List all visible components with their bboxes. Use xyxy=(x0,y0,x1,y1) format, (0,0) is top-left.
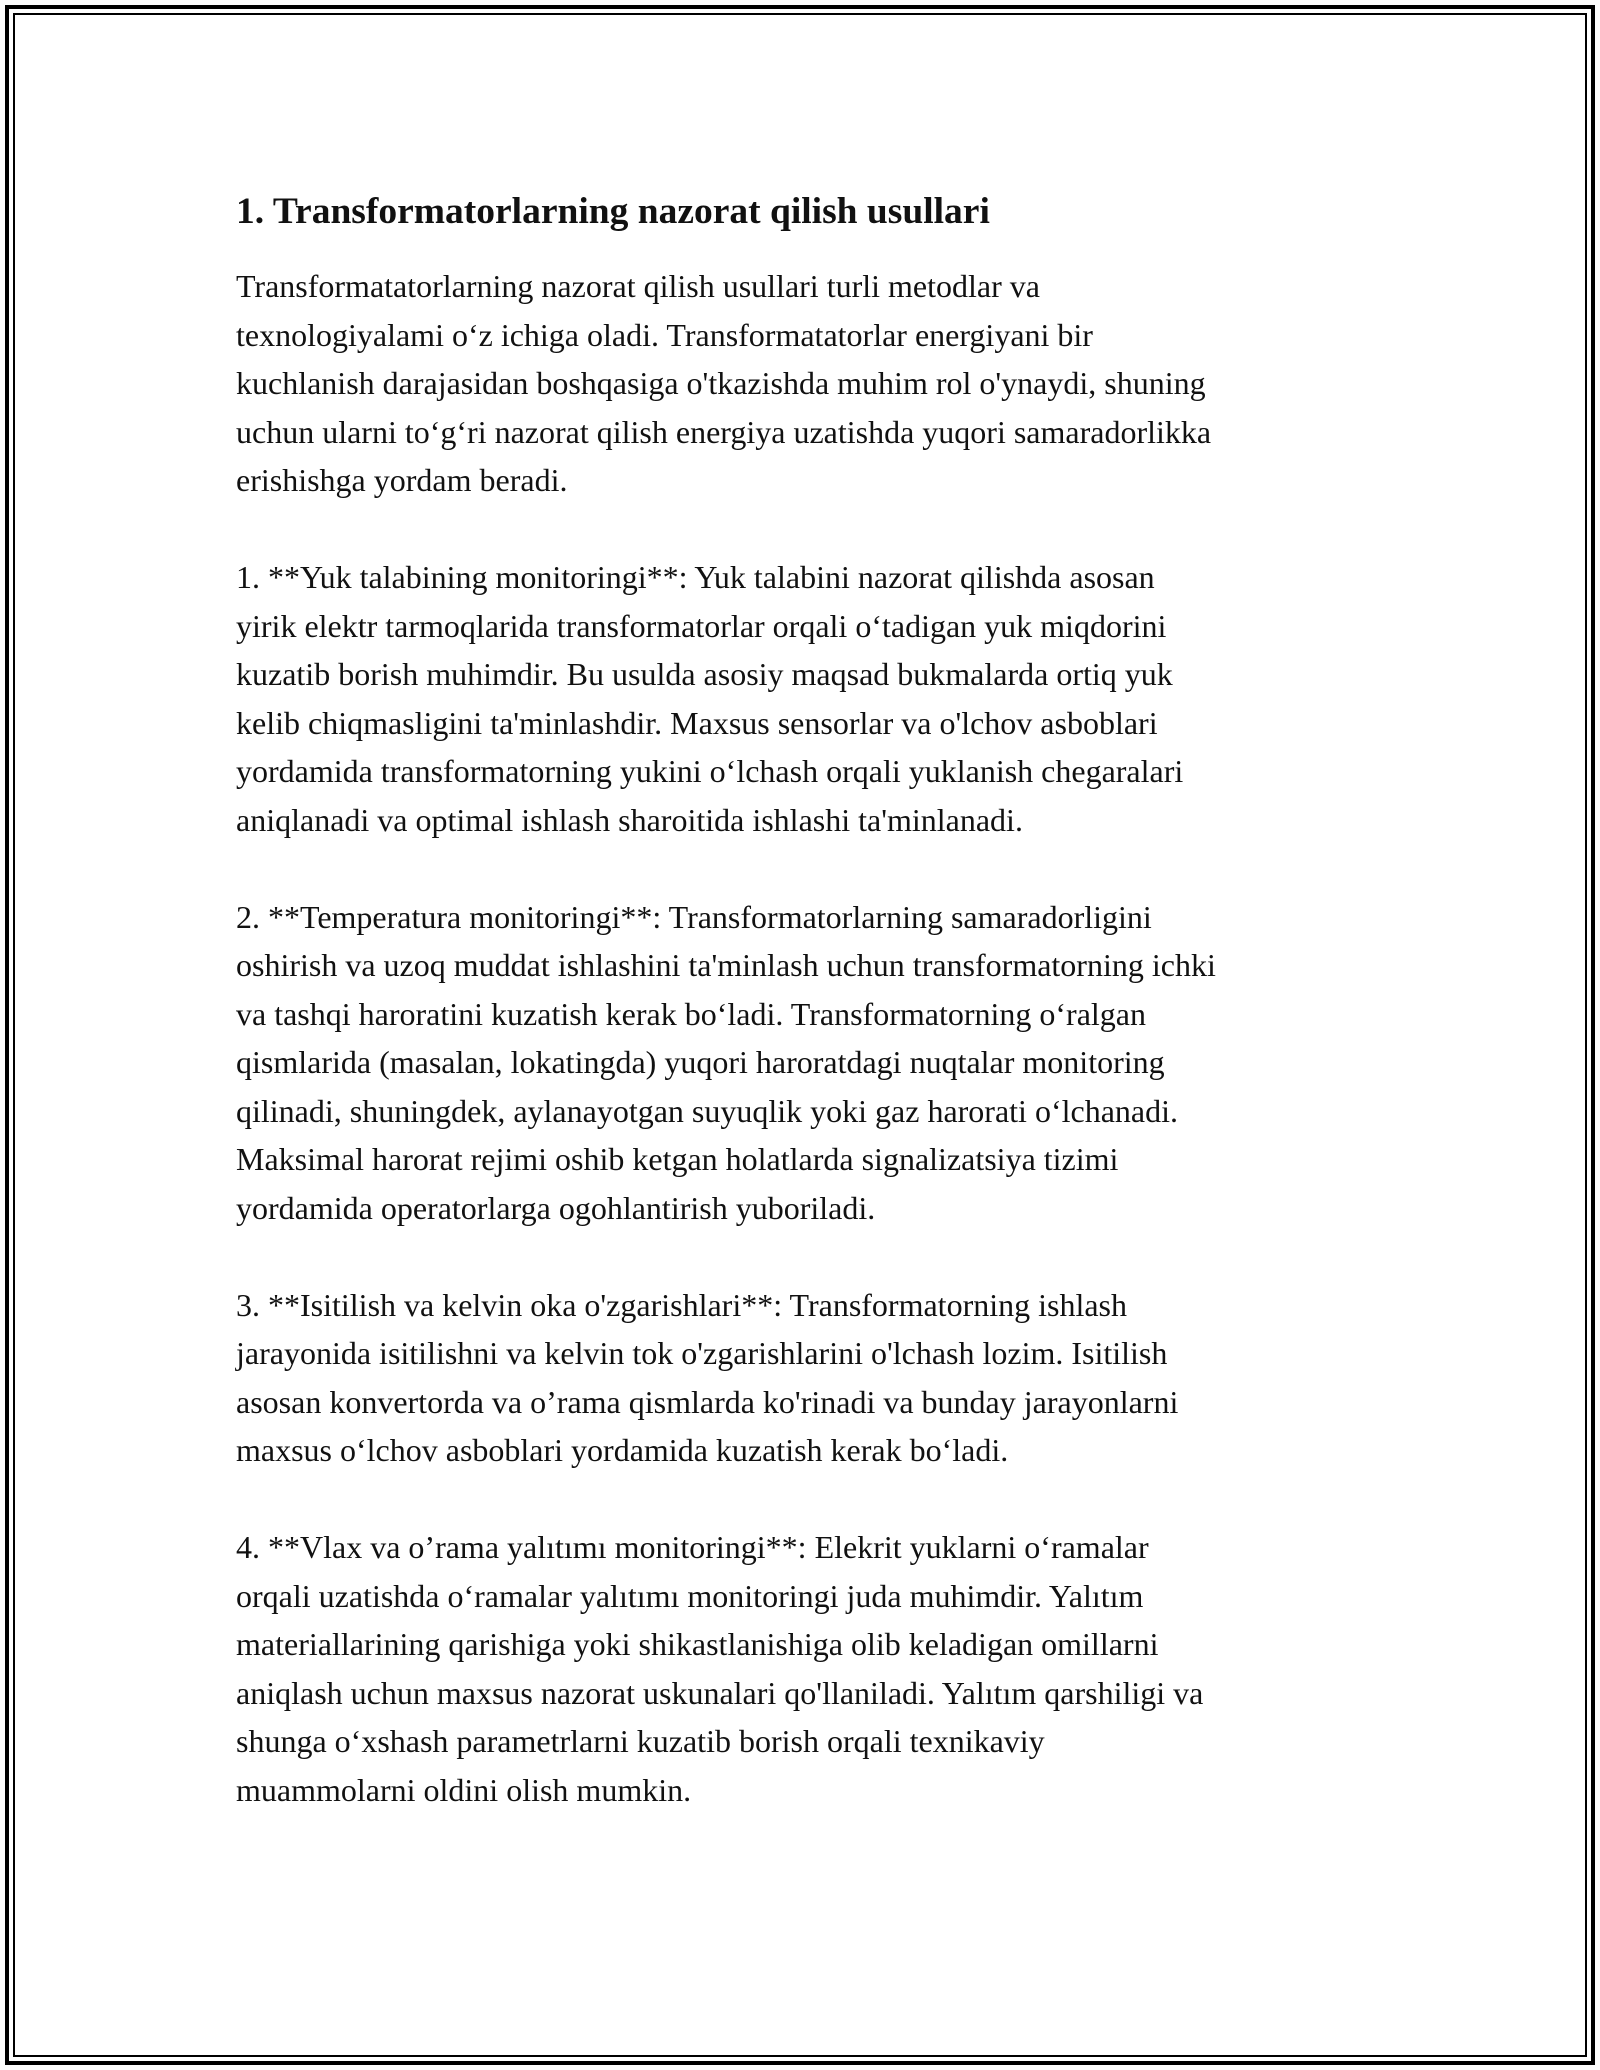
text-line: kelib chiqmasligini ta'minlashdir. Maxsus sensorlar va o'lchov asboblari xyxy=(236,704,1158,741)
section-temperature-monitoring xyxy=(236,893,1386,1233)
text-line: yirik elektr tarmoqlarida transformatorlar orqali o‘tadigan yuk miqdorini xyxy=(236,607,1167,644)
text-line: 1. **Yuk talabining monitoringi**: Yuk talabini nazorat qilishda asosan xyxy=(236,559,1155,595)
text-line: orqali uzatishda o‘ramalar yalıtımı monitoringi juda muhimdir. Yalıtım xyxy=(236,1577,1144,1614)
text-line: shunga o‘xshash parametrlarni kuzatib borish orqali texnikaviy xyxy=(236,1723,1045,1759)
text-line: jarayonida isitilishni va kelvin tok o'zgarishlarini o'lchash lozim. Isitilish xyxy=(236,1335,1168,1371)
text-line: 2. **Temperatura monitoringi**: Transformatorlarning samaradorligini xyxy=(236,898,1152,935)
text-line: kuchlanish darajasidan boshqasiga o'tkazishda muhim rol o'ynaydi, shuning xyxy=(236,365,1206,401)
document-title: 1. Transformatorlarning nazorat qilish usullari xyxy=(236,191,990,232)
text-line: Transformatatorlarning nazorat qilish usullari turli metodlar va xyxy=(236,268,1040,304)
text-line: asosan konvertorda va o’rama qismlarda ko'rinadi va bunday jarayonlarni xyxy=(236,1383,1179,1420)
text-line: kuzatib borish muhimdir. Bu usulda asosiy maqsad bukmalarda ortiq yuk xyxy=(236,656,1173,692)
text-line: uchun ularni to‘g‘ri nazorat qilish energiya uzatishda yuqori samaradorlikka xyxy=(236,413,1212,450)
text-line: erishishga yordam beradi. xyxy=(236,462,568,498)
text-line: 4. **Vlax va o’rama yalıtımı monitoringi**: Elekrit yuklarni o‘ramalar xyxy=(236,1529,1149,1565)
section-load-monitoring xyxy=(236,553,1386,844)
section-insulation-monitoring xyxy=(236,1523,1386,1814)
text-line: aniqlanadi va optimal ishlash sharoitida ishlashi ta'minlanadi. xyxy=(236,801,1023,838)
text-line: Maksimal harorat rejimi oshib ketgan holatlarda signalizatsiya tizimi xyxy=(236,1141,1119,1177)
text-line: texnologiyalami o‘z ichiga oladi. Transformatatorlar energiyani bir xyxy=(236,316,1093,353)
intro-paragraph xyxy=(236,262,1386,505)
document-body xyxy=(236,188,1386,1814)
text-line: maxsus o‘lchov asboblari yordamida kuzatish kerak bo‘ladi. xyxy=(236,1432,1009,1468)
text-line: 3. **Isitilish va kelvin oka o'zgarishlari**: Transformatorning ishlash xyxy=(236,1286,1127,1323)
text-line: aniqlash uchun maxsus nazorat uskunalari qo'llaniladi. Yalıtım qarshiligi va xyxy=(236,1674,1204,1711)
text-line: qismlarida (masalan, lokatingda) yuqori haroratdagi nuqtalar monitoring xyxy=(236,1044,1165,1080)
text-line: yordamida operatorlarga ogohlantirish yuboriladi. xyxy=(236,1189,876,1226)
section-heating-changes xyxy=(236,1281,1386,1475)
text-line: oshirish va uzoq muddat ishlashini ta'minlash uchun transformatorning ichki xyxy=(236,947,1216,983)
text-line: va tashqi haroratini kuzatish kerak bo‘ladi. Transformatorning o‘ralgan xyxy=(236,995,1146,1032)
text-line: qilinadi, shuningdek, aylanayotgan suyuqlik yoki gaz harorati o‘lchanadi. xyxy=(236,1092,1178,1129)
text-line: yordamida transformatorning yukini o‘lchash orqali yuklanish chegaralari xyxy=(236,753,1184,789)
text-line: muammolarni oldini olish mumkin. xyxy=(236,1771,692,1808)
text-line: materiallarining qarishiga yoki shikastlanishiga olib keladigan omillarni xyxy=(236,1626,1159,1662)
